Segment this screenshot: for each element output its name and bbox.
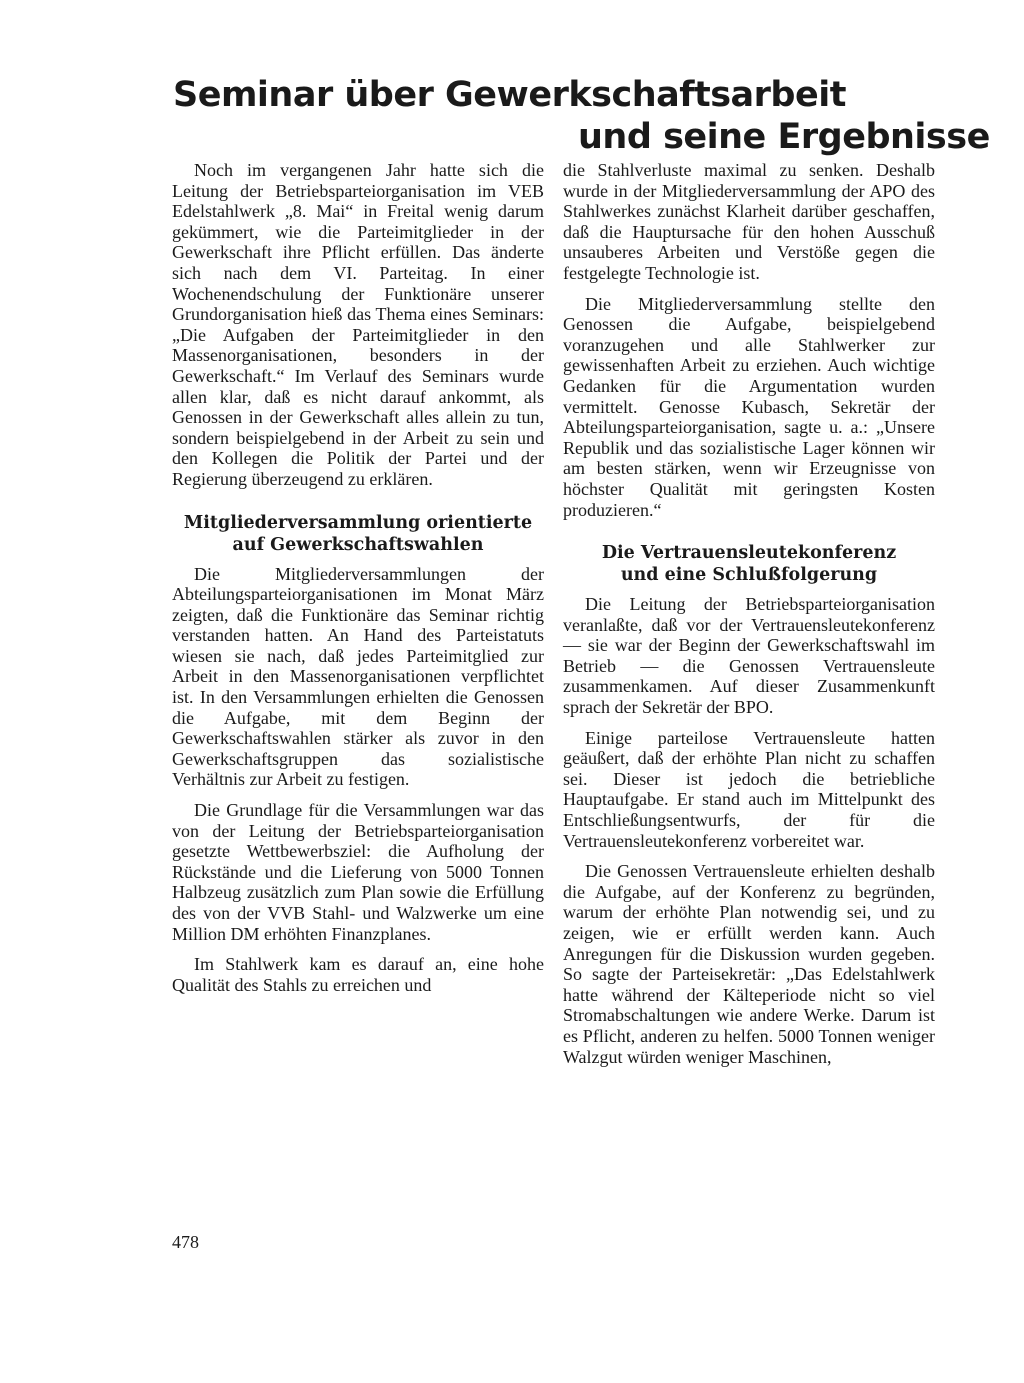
left-paragraph-4: Im Stahlwerk kam es darauf an, eine hohe Qualität des Stahls zu erreichen und [172,954,544,995]
page-number: 478 [172,1232,199,1252]
left-paragraph-1: Noch im vergangenen Jahr hatte sich die Leitung der Betriebsparteiorganisation im VEB Edelstahlwerk „8. Mai“ in Freital wenig darum gekümmert, wie die Parteimitglieder in der Gewerkschaft ihre Pflicht erfüllen. Das änderte sich nach dem VI. Parteitag. In einer Wochenendschulung der Funktionäre unserer Grundorganisation hieß das Thema eines Seminars: „Die Aufgaben der Parteimitglieder in den Massenorganisationen, besonders in der Gewerkschaft.“ Im Verlauf des Seminars wurde allen klar, daß es nicht darauf ankommt, als Genossen in der Gewerkschaft alles allein zu tun, sondern beispielgebend in der Arbeit zu sein und den Kollegen die Politik der Partei und der Regierung überzeugend zu erklären. [172,160,544,489]
right-column [563,160,935,1077]
left-heading-line-2: auf Gewerkschaftswahlen [232,534,484,555]
left-heading-line-1: Mitgliederversammlung orientierte [183,512,533,533]
right-paragraph-4: Einige parteilose Vertrauensleute hatten geäußert, daß der erhöhte Plan nicht zu schaffen sei. Dieser ist jedoch die betriebliche Hauptaufgabe. Er stand auch im Mittelpunkt des Entschließungsentwurfs, der für die Vertrauensleutekonferenz vorbereitet war. [563,727,935,851]
right-paragraph-5: Die Genossen Vertrauensleute erhielten deshalb die Aufgabe, auf der Konferenz zu begründen, warum der erhöhte Plan notwendig sei, und zu zeigen, wie er erfüllt werden kann. Auch Anregungen für die Diskussion wurden gegeben. So sagte der Parteisekretär: „Das Edelstahlwerk hatte während der Kälteperiode nicht so viel Stromabschaltungen wie andere Werke. Darum ist es Pflicht, anderen zu helfen. 5000 Tonnen weniger Walzgut würden weniger Maschinen, [563,861,935,1067]
right-heading-line-1: Die Vertrauensleutekonferenz [601,543,897,564]
right-paragraph-1: die Stahlverluste maximal zu senken. Deshalb wurde in der Mitgliederversammlung der APO des Stahlwerkes zunächst Klarheit darüber geschaffen, daß die Hauptursache für den hohen Ausschuß unsauberes Arbeiten und Verstöße gegen die festgelegte Technologie ist. [563,160,935,283]
right-heading-line-2: und eine Schlußfolgerung [620,565,878,586]
article-title-line-2: und seine Ergebnisse [578,117,990,157]
right-section-heading [563,542,935,586]
right-paragraph-3: Die Leitung der Betriebsparteiorganisation veranlaßte, daß vor der Vertrauensleutekonferenz — sie war der Beginn der Gewerkschaftswahl im Betrieb — die Genossen Vertrauensleute zusammenkamen. Auf dieser Zusammenkunft sprach der Sekretär der BPO. [563,594,935,718]
left-paragraph-2: Die Mitgliederversammlungen der Abteilungsparteiorganisationen im Monat März zeigten, daß die Funktionäre das Seminar richtig verstanden hatten. An Hand des Parteistatuts wiesen sie nach, daß jedes Parteimitglied zur Arbeit in den Massenorganisationen verpflichtet ist. In den Versammlungen erhielten die Genossen die Aufgabe, mit dem Beginn der Gewerkschaftswahlen stärker als zuvor in den Gewerkschaftsgruppen das sozialistische Verhältnis zur Arbeit zu festigen. [172,563,544,790]
left-section-heading [172,512,544,556]
right-paragraph-2: Die Mitgliederversammlung stellte den Genossen die Aufgabe, beispielgebend voranzugehen und alle Stahlwerker zur gewissenhaften Arbeit zu erziehen. Auch wichtige Gedanken für die Argumentation wurden vermittelt. Genosse Kubasch, Sekretär der Abteilungsparteiorganisation, sagte u. a.: „Unsere Republik und das sozialistische Lager können wir am besten stärken, wenn wir Erzeugnisse von höchster Qualität mit geringsten Kosten produzieren.“ [563,293,935,520]
left-column [172,160,544,1005]
left-paragraph-3: Die Grundlage für die Versammlungen war das von der Leitung der Betriebsparteiorganisation gesetzte Wettbewerbsziel: die Aufholung der Rückstände und die Lieferung von 5000 Tonnen Halbzeug zusätzlich zum Plan sowie die Erfüllung des von der VVB Stahl- und Walzwerke um eine Million DM erhöhten Finanzplanes. [172,800,544,944]
article-title-line-1: Seminar über Gewerkschaftsarbeit [173,75,846,115]
